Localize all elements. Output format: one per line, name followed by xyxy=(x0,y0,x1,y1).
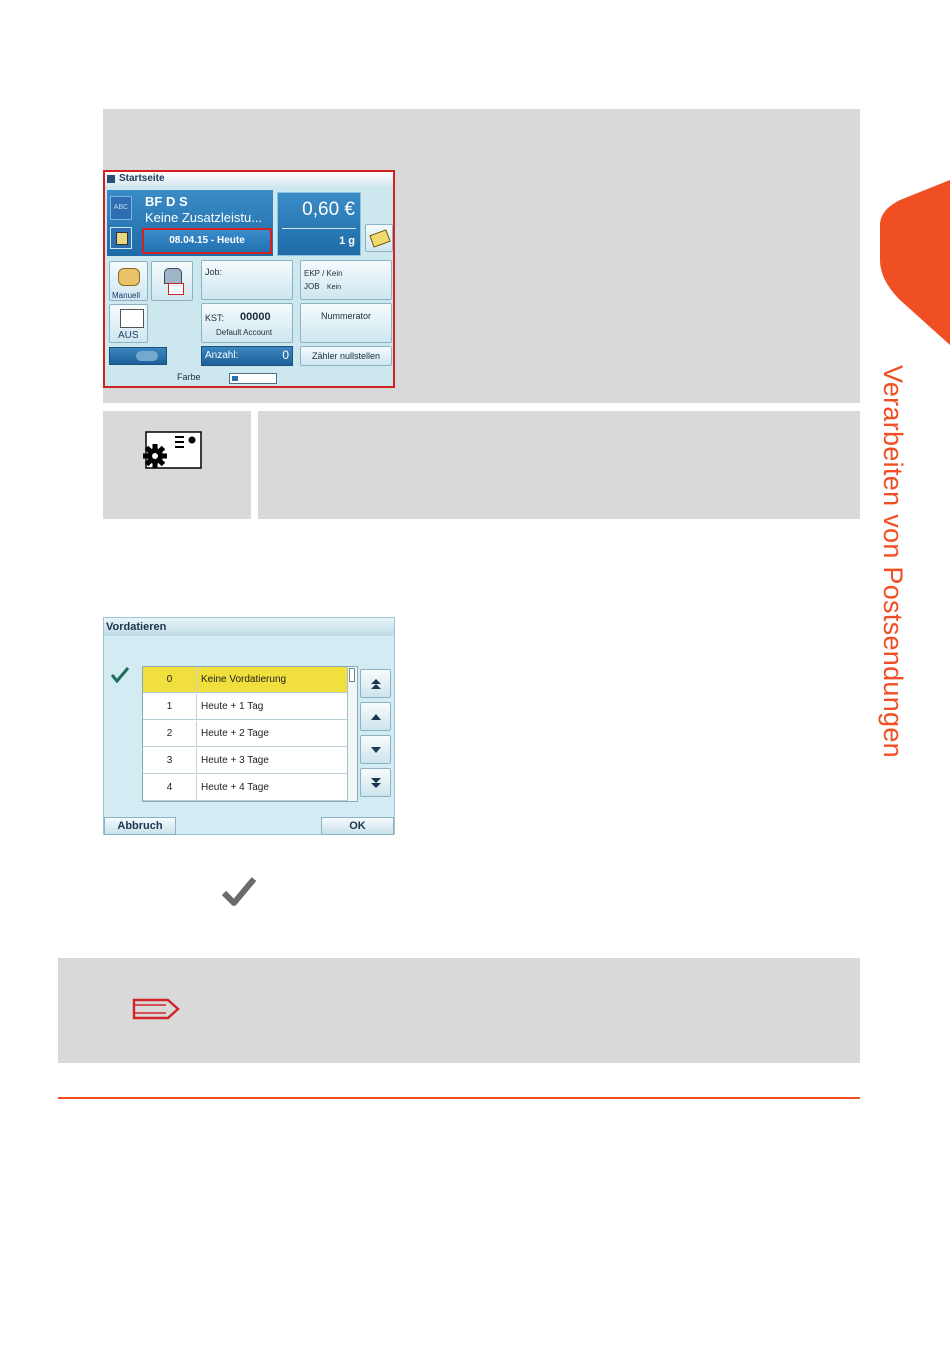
date-value: 08.04.15 - Heute xyxy=(169,235,245,246)
home-icon xyxy=(107,175,115,183)
vordatieren-list[interactable] xyxy=(142,666,358,802)
row-number: 0 xyxy=(143,667,197,692)
job-prefix: JOB xyxy=(304,282,320,291)
list-scrollbar[interactable] xyxy=(347,667,357,801)
row-label: Heute + 4 Tage xyxy=(201,782,269,793)
sealer-icon xyxy=(164,268,182,284)
person-icon[interactable] xyxy=(110,227,132,249)
nummerator-button[interactable] xyxy=(300,303,392,343)
row-number: 3 xyxy=(143,748,197,773)
chapter-title-text: Verarbeiten von Postsendungen xyxy=(878,365,908,758)
price-panel[interactable] xyxy=(277,192,361,256)
home-title: Startseite xyxy=(119,173,165,184)
note-icon xyxy=(130,996,182,1026)
job-label: Job: xyxy=(205,267,223,277)
date-field[interactable] xyxy=(142,228,272,254)
ink-icon xyxy=(136,351,158,361)
scroll-top-button[interactable] xyxy=(360,669,391,698)
list-item[interactable] xyxy=(143,748,349,774)
document-icon xyxy=(120,309,144,328)
row-label: Heute + 1 Tag xyxy=(201,701,264,712)
row-label: Heute + 3 Tage xyxy=(201,755,269,766)
text-cell xyxy=(258,411,860,519)
abc-button[interactable]: ABC xyxy=(110,196,132,220)
weight-value: 1 g xyxy=(339,235,355,247)
chapter-tab xyxy=(880,180,950,345)
chapter-title xyxy=(872,365,912,815)
anzahl-value: 0 xyxy=(282,348,289,362)
kst-value: 00000 xyxy=(240,311,271,323)
vordatieren-dialog xyxy=(103,617,395,835)
manual-label: Manuell xyxy=(112,291,141,300)
printer-settings-icon xyxy=(141,430,203,472)
print-off-button[interactable] xyxy=(109,304,148,343)
hand-icon xyxy=(118,268,140,286)
manual-feed-button[interactable] xyxy=(109,261,148,301)
row-number: 1 xyxy=(143,694,197,719)
checkmark-icon xyxy=(222,875,256,911)
list-item[interactable] xyxy=(143,667,349,693)
reset-counter-button[interactable] xyxy=(300,346,392,366)
scroll-up-button[interactable] xyxy=(360,702,391,731)
nummerator-label: Nummerator xyxy=(320,311,371,321)
anzahl-label: Anzahl: xyxy=(205,350,239,361)
scroll-thumb[interactable] xyxy=(349,668,355,682)
ink-level-fill xyxy=(232,376,238,381)
farbe-label: Farbe xyxy=(177,372,201,382)
anzahl-counter[interactable] xyxy=(201,346,293,366)
sealer-button[interactable] xyxy=(151,261,193,301)
ekp-label: EKP / Kein xyxy=(304,269,343,278)
price-value: 0,60 € xyxy=(302,199,355,220)
envelope-icon xyxy=(369,229,390,247)
job-button[interactable] xyxy=(201,260,293,300)
row-number: 4 xyxy=(143,775,197,800)
product-name: BF D S xyxy=(145,194,188,209)
home-screen xyxy=(103,170,395,388)
ink-level-bar xyxy=(229,373,277,384)
home-title-bar xyxy=(105,172,393,186)
aus-label: AUS xyxy=(118,330,139,341)
kst-label: KST: xyxy=(205,313,225,323)
list-item[interactable] xyxy=(143,721,349,747)
list-item[interactable] xyxy=(143,694,349,720)
row-label: Keine Vordatierung xyxy=(201,674,287,685)
list-item[interactable] xyxy=(143,775,349,801)
product-service: Keine Zusatzleistu... xyxy=(145,210,263,225)
dialog-title: Vordatieren xyxy=(104,618,394,636)
scroll-bottom-button[interactable] xyxy=(360,768,391,797)
section-divider xyxy=(58,1097,860,1099)
row-number: 2 xyxy=(143,721,197,746)
account-name: Default Account xyxy=(216,328,273,337)
scale-envelope-button[interactable] xyxy=(365,224,393,252)
scroll-down-button[interactable] xyxy=(360,735,391,764)
reset-label: Zähler nullstellen xyxy=(311,351,381,361)
stamp-ink-button[interactable] xyxy=(109,347,167,365)
kst-button[interactable] xyxy=(201,303,293,343)
job-value: Kein xyxy=(327,284,342,291)
check-icon xyxy=(110,666,130,689)
cancel-button[interactable]: Abbruch xyxy=(104,817,176,835)
ok-button[interactable]: OK xyxy=(321,817,394,835)
ekp-button[interactable] xyxy=(300,260,392,300)
row-label: Heute + 2 Tage xyxy=(201,728,269,739)
